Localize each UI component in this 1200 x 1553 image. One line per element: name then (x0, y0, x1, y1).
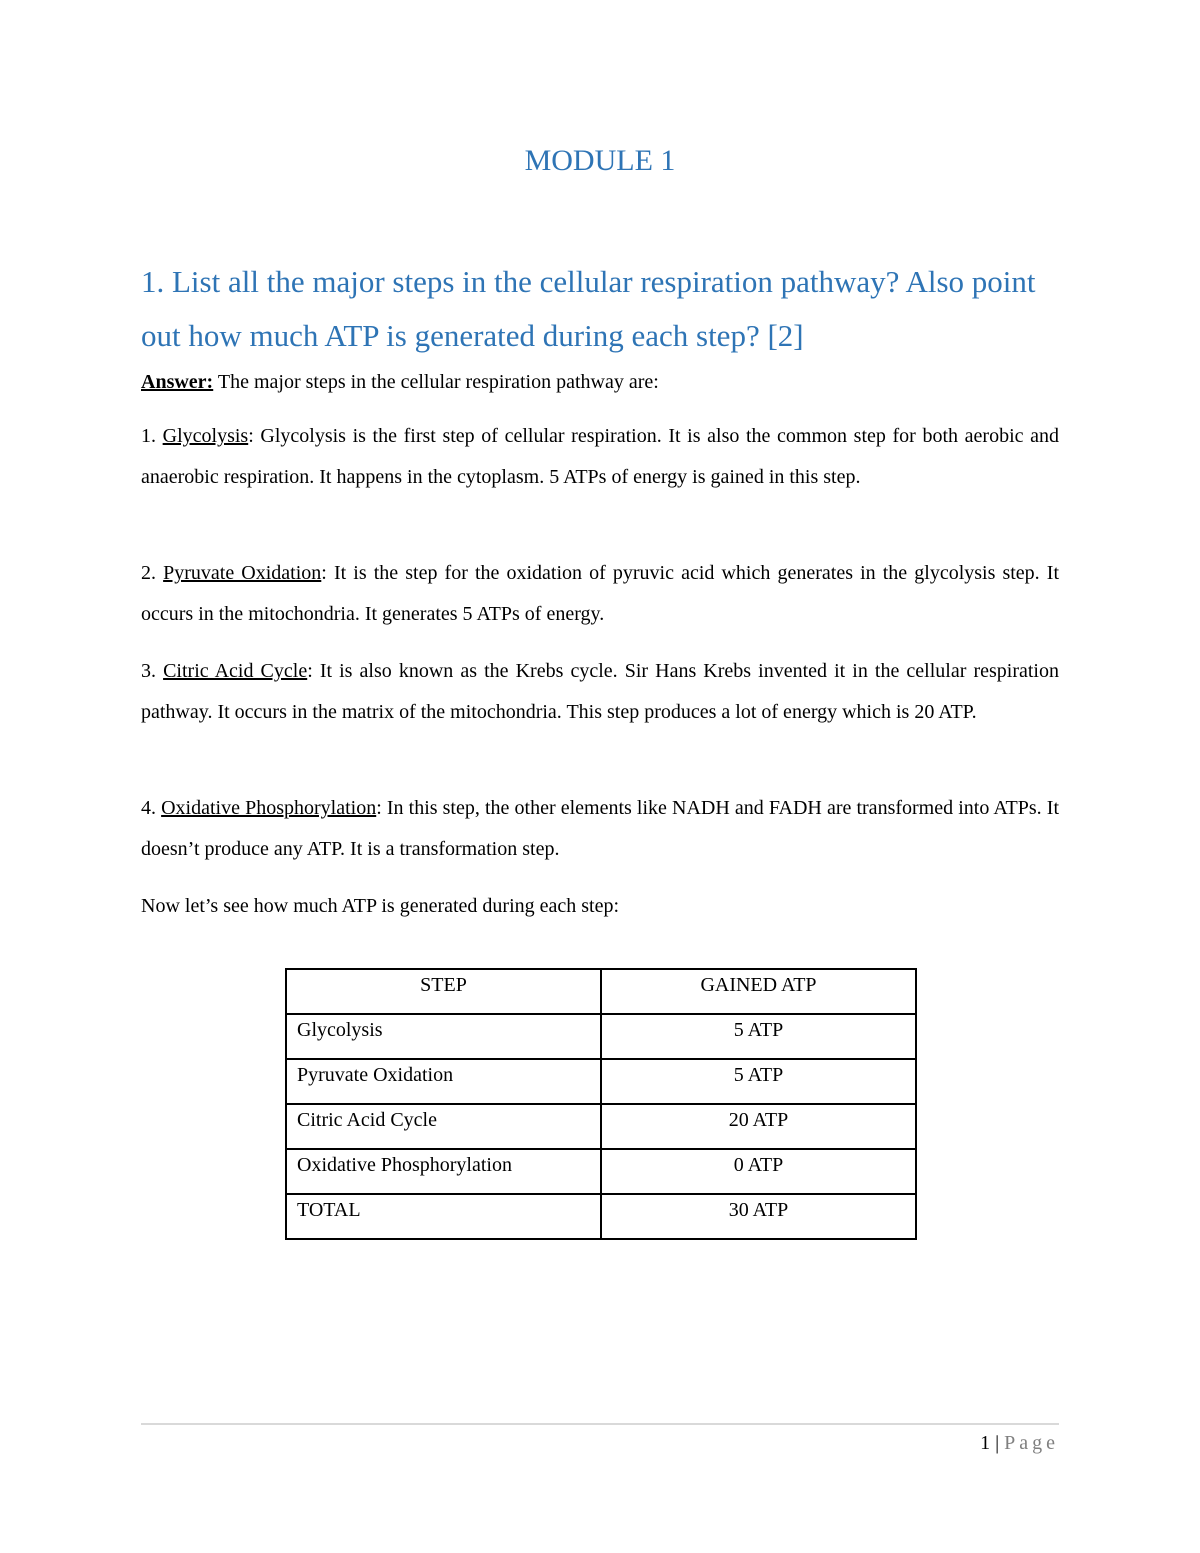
table-intro: Now let’s see how much ATP is generated during each step: (141, 895, 620, 917)
table-cell-atp: 5 ATP (601, 1059, 916, 1104)
step-number: 4. (141, 797, 162, 819)
footer-separator: | (990, 1432, 1005, 1454)
step-text: : It is the step for the oxidation of pyruvic acid which generates in the glycolysis step. It occurs in the mitochondria. It generates 5 ATPs of energy. (141, 562, 1059, 625)
table-cell-step: TOTAL (286, 1194, 601, 1239)
table-row (286, 1059, 916, 1104)
table-cell-step: Oxidative Phosphorylation (286, 1149, 601, 1194)
table-row (286, 1014, 916, 1059)
step-citric-acid-cycle (141, 651, 1059, 733)
footer-divider (141, 1423, 1059, 1425)
step-glycolysis (141, 416, 1059, 498)
table-header-row (286, 969, 916, 1014)
table-cell-step: Citric Acid Cycle (286, 1104, 601, 1149)
step-name: Pyruvate Oxidation (163, 562, 322, 584)
answer-label: Answer: (141, 371, 214, 393)
page-title: MODULE 1 (524, 144, 676, 177)
step-text: : It is also known as the Krebs cycle. Sir Hans Krebs invented it in the cellular respiration pathway. It occurs in the matrix of the mitochondria. This step produces a lot of energy which is 20 ATP. (141, 660, 1059, 723)
answer-text: The major steps in the cellular respiration pathway are: (213, 371, 659, 393)
table-row (286, 1104, 916, 1149)
table-cell-atp: 20 ATP (601, 1104, 916, 1149)
step-oxidative-phosphorylation (141, 788, 1059, 870)
step-name: Citric Acid Cycle (163, 660, 308, 682)
question-heading: 1. List all the major steps in the cellular respiration pathway? Also point out how much ATP is generated during each step? [2] (141, 264, 1036, 353)
table-cell-atp: 30 ATP (601, 1194, 916, 1239)
table-row (286, 1149, 916, 1194)
step-text: : In this step, the other elements like NADH and FADH are transformed into ATPs. It doesn’t produce any ATP. It is a transformation step. (141, 797, 1060, 860)
table-cell-atp: 5 ATP (601, 1014, 916, 1059)
step-number: 3. (141, 660, 164, 682)
step-name: Glycolysis (162, 425, 249, 447)
answer-intro (141, 364, 1059, 400)
table-total-row (286, 1194, 916, 1239)
atp-table (285, 968, 917, 1240)
page-label: Page (1004, 1432, 1059, 1454)
step-name: Oxidative Phosphorylation (161, 797, 377, 819)
step-number: 1. (141, 425, 163, 447)
step-text: : Glycolysis is the first step of cellular respiration. It is also the common step for both aerobic and anaerobic respiration. It happens in the cytoplasm. 5 ATPs of energy is gained in this step. (141, 425, 1060, 488)
header-step: STEP (286, 969, 601, 1014)
step-pyruvate-oxidation (141, 553, 1059, 635)
table-cell-step: Glycolysis (286, 1014, 601, 1059)
page-footer (700, 1428, 1059, 1458)
table-cell-atp: 0 ATP (601, 1149, 916, 1194)
table-cell-step: Pyruvate Oxidation (286, 1059, 601, 1104)
step-number: 2. (141, 562, 164, 584)
page-number: 1 (980, 1432, 991, 1454)
header-gained-atp: GAINED ATP (601, 969, 916, 1014)
